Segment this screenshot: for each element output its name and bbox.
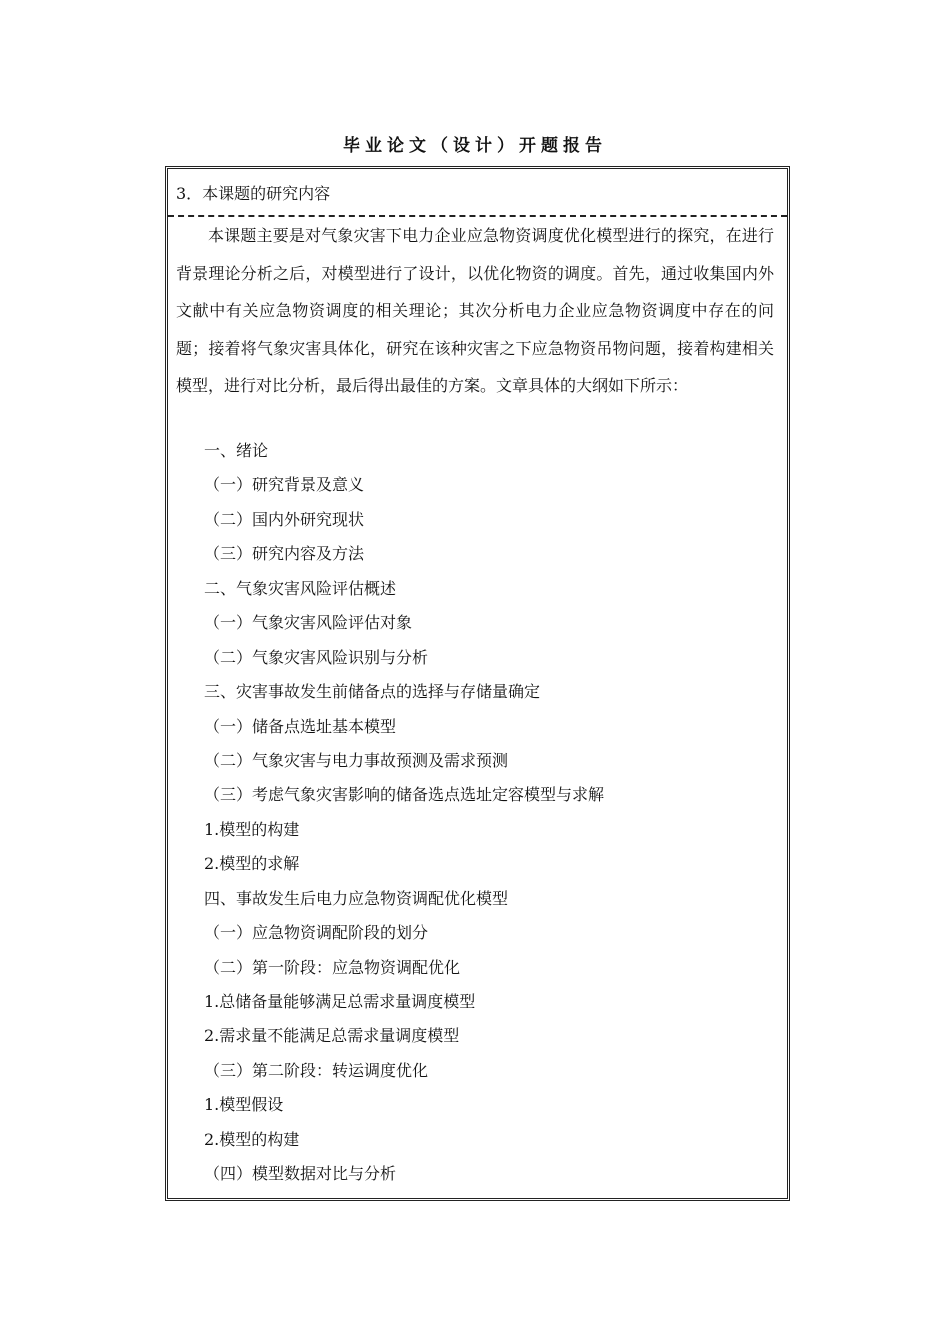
section-label: 3．本课题的研究内容 (176, 184, 331, 203)
outline-item: （一）应急物资调配阶段的划分 (204, 923, 429, 943)
outline-item: 2.模型的构建 (204, 1129, 300, 1149)
outline-item: 2.模型的求解 (204, 854, 300, 874)
outline-item: （三）第二阶段：转运调度优化 (204, 1060, 429, 1080)
outline-item: （一）储备点选址基本模型 (204, 716, 397, 736)
outline-item: （三）考虑气象灾害影响的储备选点选址定容模型与求解 (204, 785, 605, 805)
intro-paragraph: 本课题主要是对气象灾害下电力企业应急物资调度优化模型进行的探究，在进行背景理论分析之后，对模型进行了设计，以优化物资的调度。首先，通过收集国内外文献中有关应急物资调度的相关理论；其次分析电力企业应急物资调度中存在的问题；接着将气象灾害具体化，研究在该种灾害之下应急物资吊物问题，接着构建相关模型，进行对比分析，最后得出最佳的方案。文章具体的大纲如下所示： (176, 226, 774, 395)
outline-item: 1.模型假设 (204, 1095, 284, 1115)
outline-item: （四）模型数据对比与分析 (204, 1164, 397, 1184)
outline-item: 1.模型的构建 (204, 819, 300, 839)
outline-item: （一）气象灾害风险评估对象 (204, 613, 413, 633)
outline-item: 二、气象灾害风险评估概述 (204, 578, 397, 598)
content-box (165, 166, 790, 1201)
outline-item: （二）国内外研究现状 (204, 509, 365, 529)
outline-list (204, 434, 604, 1192)
outline-item: （二）第一阶段：应急物资调配优化 (204, 957, 461, 977)
outline-item: （三）研究内容及方法 (204, 544, 365, 564)
outline-item: （二）气象灾害风险识别与分析 (204, 647, 429, 667)
outline-item: 2.需求量不能满足总需求量调度模型 (204, 1026, 460, 1046)
outline-item: 1.总储备量能够满足总需求量调度模型 (204, 992, 476, 1011)
outline-item: 一、绪论 (204, 441, 269, 460)
outline-item: （二）气象灾害与电力事故预测及需求预测 (204, 750, 509, 770)
outline-item: 三、灾害事故发生前储备点的选择与存储量确定 (204, 682, 541, 702)
outline-item: （一）研究背景及意义 (204, 475, 365, 495)
outline-item: 四、事故发生后电力应急物资调配优化模型 (204, 888, 509, 908)
page-title: 毕业论文（设计）开题报告 (343, 136, 607, 156)
